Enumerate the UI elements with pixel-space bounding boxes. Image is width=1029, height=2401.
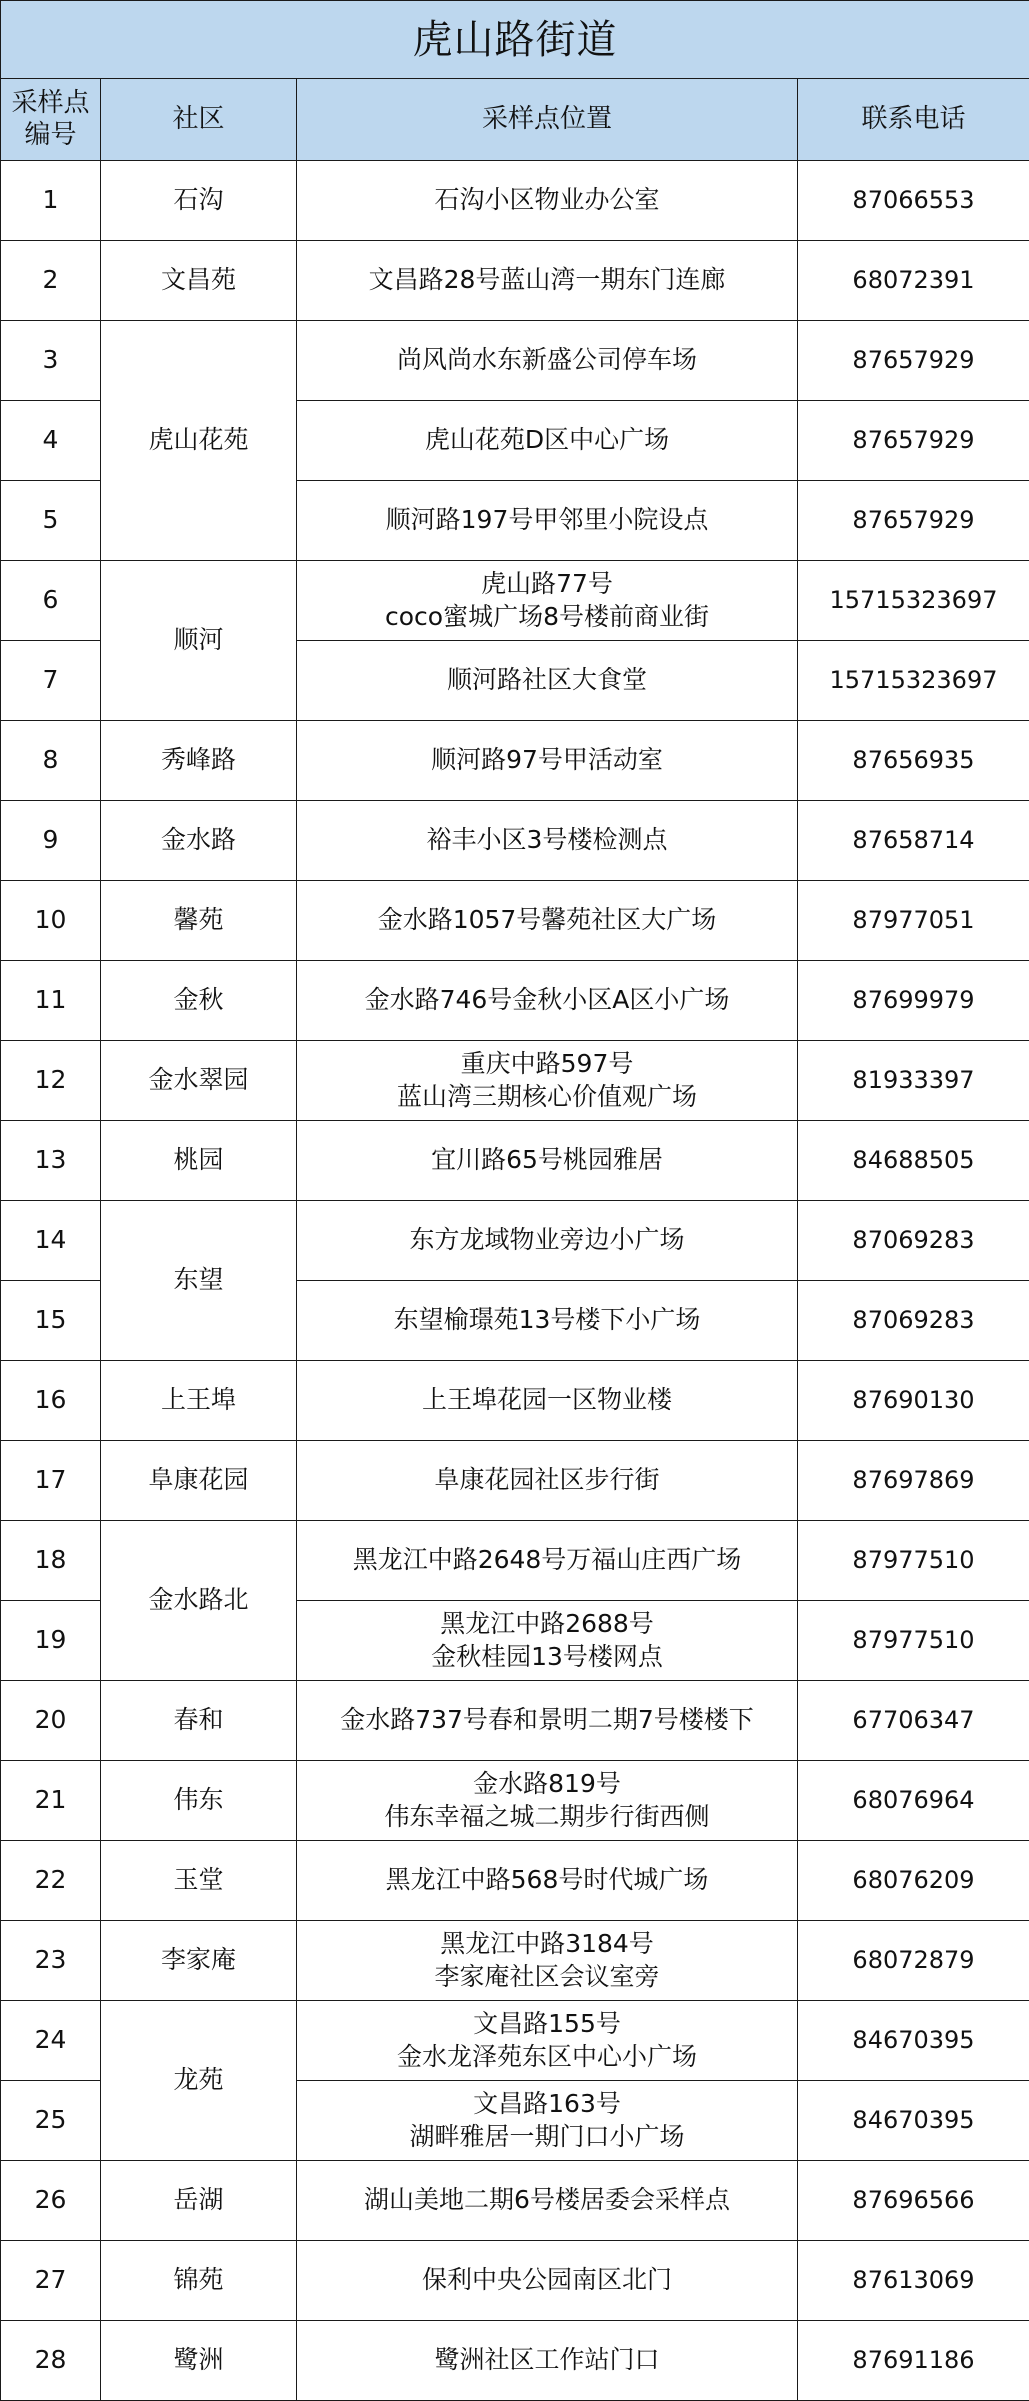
community-cell: 上王埠 bbox=[101, 1361, 297, 1441]
site-id-cell: 17 bbox=[1, 1441, 101, 1521]
location-line: 文昌路155号 bbox=[473, 2009, 621, 2038]
phone-cell: 68072391 bbox=[798, 241, 1029, 321]
table-row bbox=[1, 1201, 1029, 1281]
location-cell bbox=[297, 1521, 798, 1601]
site-id-cell: 9 bbox=[1, 801, 101, 881]
location-line: 裕丰小区3号楼检测点 bbox=[426, 825, 668, 855]
phone-cell: 87699979 bbox=[798, 961, 1029, 1041]
site-id-cell: 28 bbox=[1, 2321, 101, 2401]
site-id-cell: 2 bbox=[1, 241, 101, 321]
table-row bbox=[1, 1041, 1029, 1121]
location-line: 石沟小区物业办公室 bbox=[434, 185, 660, 215]
phone-cell: 87657929 bbox=[798, 321, 1029, 401]
phone-cell: 87697869 bbox=[798, 1441, 1029, 1521]
location-cell bbox=[297, 2161, 798, 2241]
community-cell: 玉堂 bbox=[101, 1841, 297, 1921]
location-cell bbox=[297, 1841, 798, 1921]
phone-cell: 87656935 bbox=[798, 721, 1029, 801]
location-line: 湖山美地二期6号楼居委会采样点 bbox=[364, 2185, 730, 2215]
location-cell bbox=[297, 561, 798, 641]
phone-cell: 87069283 bbox=[798, 1201, 1029, 1281]
phone-cell: 87977510 bbox=[798, 1521, 1029, 1601]
location-line: 鹭洲社区工作站门口 bbox=[434, 2345, 660, 2375]
site-id-cell: 12 bbox=[1, 1041, 101, 1121]
phone-cell: 67706347 bbox=[798, 1681, 1029, 1761]
location-line: 黑龙江中路2688号 bbox=[440, 1609, 654, 1638]
location-cell bbox=[297, 1121, 798, 1201]
location-line: 东方龙域物业旁边小广场 bbox=[409, 1225, 685, 1255]
location-line: 保利中央公园南区北门 bbox=[421, 2265, 672, 2295]
phone-cell: 68072879 bbox=[798, 1921, 1029, 2001]
location-line: 伟东幸福之城二期步行街西侧 bbox=[384, 1801, 710, 1831]
phone-cell: 87977051 bbox=[798, 881, 1029, 961]
community-cell: 龙苑 bbox=[101, 2001, 297, 2161]
table-row bbox=[1, 241, 1029, 321]
site-id-cell: 16 bbox=[1, 1361, 101, 1441]
table-row bbox=[1, 1441, 1029, 1521]
header-location: 采样点位置 bbox=[297, 79, 798, 161]
location-cell bbox=[297, 801, 798, 881]
header-id-line2: 编号 bbox=[24, 119, 77, 150]
site-id-cell: 13 bbox=[1, 1121, 101, 1201]
table-row bbox=[1, 161, 1029, 241]
table-row bbox=[1, 1121, 1029, 1201]
site-id-cell: 14 bbox=[1, 1201, 101, 1281]
site-id-cell: 10 bbox=[1, 881, 101, 961]
site-id-cell: 7 bbox=[1, 641, 101, 721]
location-line: 上王埠花园一区物业楼 bbox=[421, 1385, 672, 1415]
location-cell bbox=[297, 1761, 798, 1841]
header-row bbox=[1, 79, 1029, 161]
location-line: 文昌路28号蓝山湾一期东门连廊 bbox=[368, 265, 726, 295]
location-cell bbox=[297, 2081, 798, 2161]
table-row bbox=[1, 2161, 1029, 2241]
phone-cell: 87069283 bbox=[798, 1281, 1029, 1361]
phone-cell: 68076209 bbox=[798, 1841, 1029, 1921]
phone-cell: 87657929 bbox=[798, 481, 1029, 561]
location-line: 东望榆璟苑13号楼下小广场 bbox=[393, 1305, 701, 1335]
location-line: 顺河路社区大食堂 bbox=[446, 665, 647, 695]
table-title: 虎山路街道 bbox=[1, 1, 1029, 79]
location-line: 金水路1057号馨苑社区大广场 bbox=[377, 905, 717, 935]
community-cell: 锦苑 bbox=[101, 2241, 297, 2321]
site-id-cell: 5 bbox=[1, 481, 101, 561]
table-row bbox=[1, 561, 1029, 641]
table-row bbox=[1, 2001, 1029, 2081]
site-id-cell: 3 bbox=[1, 321, 101, 401]
header-community: 社区 bbox=[101, 79, 297, 161]
phone-cell: 81933397 bbox=[798, 1041, 1029, 1121]
table-row bbox=[1, 2241, 1029, 2321]
phone-cell: 87657929 bbox=[798, 401, 1029, 481]
table-row bbox=[1, 1761, 1029, 1841]
location-cell bbox=[297, 2001, 798, 2081]
community-cell: 金水路 bbox=[101, 801, 297, 881]
community-cell: 阜康花园 bbox=[101, 1441, 297, 1521]
table-row bbox=[1, 321, 1029, 401]
location-cell bbox=[297, 161, 798, 241]
table-body bbox=[1, 161, 1029, 2401]
site-id-cell: 20 bbox=[1, 1681, 101, 1761]
phone-cell: 87977510 bbox=[798, 1601, 1029, 1681]
table-row bbox=[1, 881, 1029, 961]
location-cell bbox=[297, 641, 798, 721]
phone-cell: 87690130 bbox=[798, 1361, 1029, 1441]
location-cell bbox=[297, 1921, 798, 2001]
phone-cell: 15715323697 bbox=[798, 641, 1029, 721]
location-line: 金秋桂园13号楼网点 bbox=[431, 1641, 663, 1671]
location-line: 蓝山湾三期核心价值观广场 bbox=[396, 1081, 697, 1111]
table-row bbox=[1, 1921, 1029, 2001]
location-line: 顺河路97号甲活动室 bbox=[431, 745, 663, 775]
community-cell: 馨苑 bbox=[101, 881, 297, 961]
header-phone: 联系电话 bbox=[798, 79, 1029, 161]
site-id-cell: 18 bbox=[1, 1521, 101, 1601]
location-cell bbox=[297, 1201, 798, 1281]
location-line: coco蜜城广场8号楼前商业街 bbox=[385, 601, 709, 631]
location-line: 顺河路197号甲邻里小院设点 bbox=[385, 505, 709, 535]
site-id-cell: 6 bbox=[1, 561, 101, 641]
site-id-cell: 24 bbox=[1, 2001, 101, 2081]
phone-cell: 84688505 bbox=[798, 1121, 1029, 1201]
phone-cell: 84670395 bbox=[798, 2001, 1029, 2081]
site-id-cell: 15 bbox=[1, 1281, 101, 1361]
phone-cell: 84670395 bbox=[798, 2081, 1029, 2161]
table-row bbox=[1, 721, 1029, 801]
title-row bbox=[1, 1, 1029, 79]
phone-cell: 87696566 bbox=[798, 2161, 1029, 2241]
location-cell bbox=[297, 1601, 798, 1681]
phone-cell: 15715323697 bbox=[798, 561, 1029, 641]
location-cell bbox=[297, 481, 798, 561]
community-cell: 文昌苑 bbox=[101, 241, 297, 321]
table-row bbox=[1, 1361, 1029, 1441]
table-row bbox=[1, 1841, 1029, 1921]
table-row bbox=[1, 961, 1029, 1041]
site-id-cell: 22 bbox=[1, 1841, 101, 1921]
community-cell: 李家庵 bbox=[101, 1921, 297, 2001]
phone-cell: 87691186 bbox=[798, 2321, 1029, 2401]
table-row bbox=[1, 801, 1029, 881]
community-cell: 金水翠园 bbox=[101, 1041, 297, 1121]
community-cell: 东望 bbox=[101, 1201, 297, 1361]
site-id-cell: 23 bbox=[1, 1921, 101, 2001]
phone-cell: 87613069 bbox=[798, 2241, 1029, 2321]
location-line: 湖畔雅居一期门口小广场 bbox=[409, 2121, 685, 2151]
table-row bbox=[1, 2321, 1029, 2401]
site-id-cell: 8 bbox=[1, 721, 101, 801]
phone-cell: 87066553 bbox=[798, 161, 1029, 241]
community-cell: 金水路北 bbox=[101, 1521, 297, 1681]
location-line: 黑龙江中路3184号 bbox=[440, 1929, 654, 1958]
site-id-cell: 1 bbox=[1, 161, 101, 241]
community-cell: 金秋 bbox=[101, 961, 297, 1041]
location-cell bbox=[297, 321, 798, 401]
phone-cell: 87658714 bbox=[798, 801, 1029, 881]
location-line: 虎山花苑D区中心广场 bbox=[424, 425, 670, 455]
community-cell: 顺河 bbox=[101, 561, 297, 721]
location-line: 金水路819号 bbox=[473, 1769, 621, 1798]
location-line: 金水路737号春和景明二期7号楼楼下 bbox=[340, 1705, 754, 1735]
location-cell bbox=[297, 2241, 798, 2321]
site-id-cell: 19 bbox=[1, 1601, 101, 1681]
site-id-cell: 11 bbox=[1, 961, 101, 1041]
community-cell: 岳湖 bbox=[101, 2161, 297, 2241]
table-row bbox=[1, 1681, 1029, 1761]
location-line: 虎山路77号 bbox=[481, 569, 613, 598]
location-line: 金水龙泽苑东区中心小广场 bbox=[396, 2041, 697, 2071]
location-cell bbox=[297, 401, 798, 481]
location-cell bbox=[297, 881, 798, 961]
location-line: 阜康花园社区步行街 bbox=[434, 1465, 660, 1495]
location-cell bbox=[297, 241, 798, 321]
location-cell bbox=[297, 1041, 798, 1121]
site-id-cell: 27 bbox=[1, 2241, 101, 2321]
location-cell bbox=[297, 1681, 798, 1761]
community-cell: 春和 bbox=[101, 1681, 297, 1761]
table-row bbox=[1, 1521, 1029, 1601]
header-id-line1: 采样点 bbox=[11, 88, 90, 119]
community-cell: 鹭洲 bbox=[101, 2321, 297, 2401]
site-id-cell: 25 bbox=[1, 2081, 101, 2161]
community-cell: 伟东 bbox=[101, 1761, 297, 1841]
site-id-cell: 4 bbox=[1, 401, 101, 481]
phone-cell: 68076964 bbox=[798, 1761, 1029, 1841]
location-cell bbox=[297, 721, 798, 801]
community-cell: 秀峰路 bbox=[101, 721, 297, 801]
location-line: 黑龙江中路2648号万福山庄西广场 bbox=[352, 1545, 742, 1575]
location-line: 金水路746号金秋小区A区小广场 bbox=[364, 985, 730, 1015]
location-line: 文昌路163号 bbox=[473, 2089, 621, 2118]
community-cell: 虎山花苑 bbox=[101, 321, 297, 561]
community-cell: 桃园 bbox=[101, 1121, 297, 1201]
location-cell bbox=[297, 2321, 798, 2401]
location-line: 李家庵社区会议室旁 bbox=[434, 1961, 660, 1991]
location-cell bbox=[297, 1441, 798, 1521]
location-cell bbox=[297, 1361, 798, 1441]
community-cell: 石沟 bbox=[101, 161, 297, 241]
location-line: 重庆中路597号 bbox=[460, 1049, 634, 1078]
location-line: 宜川路65号桃园雅居 bbox=[431, 1145, 663, 1175]
header-id bbox=[1, 79, 101, 161]
location-line: 黑龙江中路568号时代城广场 bbox=[385, 1865, 709, 1895]
location-cell bbox=[297, 961, 798, 1041]
location-line: 尚风尚水东新盛公司停车场 bbox=[396, 345, 697, 375]
location-cell bbox=[297, 1281, 798, 1361]
site-id-cell: 26 bbox=[1, 2161, 101, 2241]
site-id-cell: 21 bbox=[1, 1761, 101, 1841]
